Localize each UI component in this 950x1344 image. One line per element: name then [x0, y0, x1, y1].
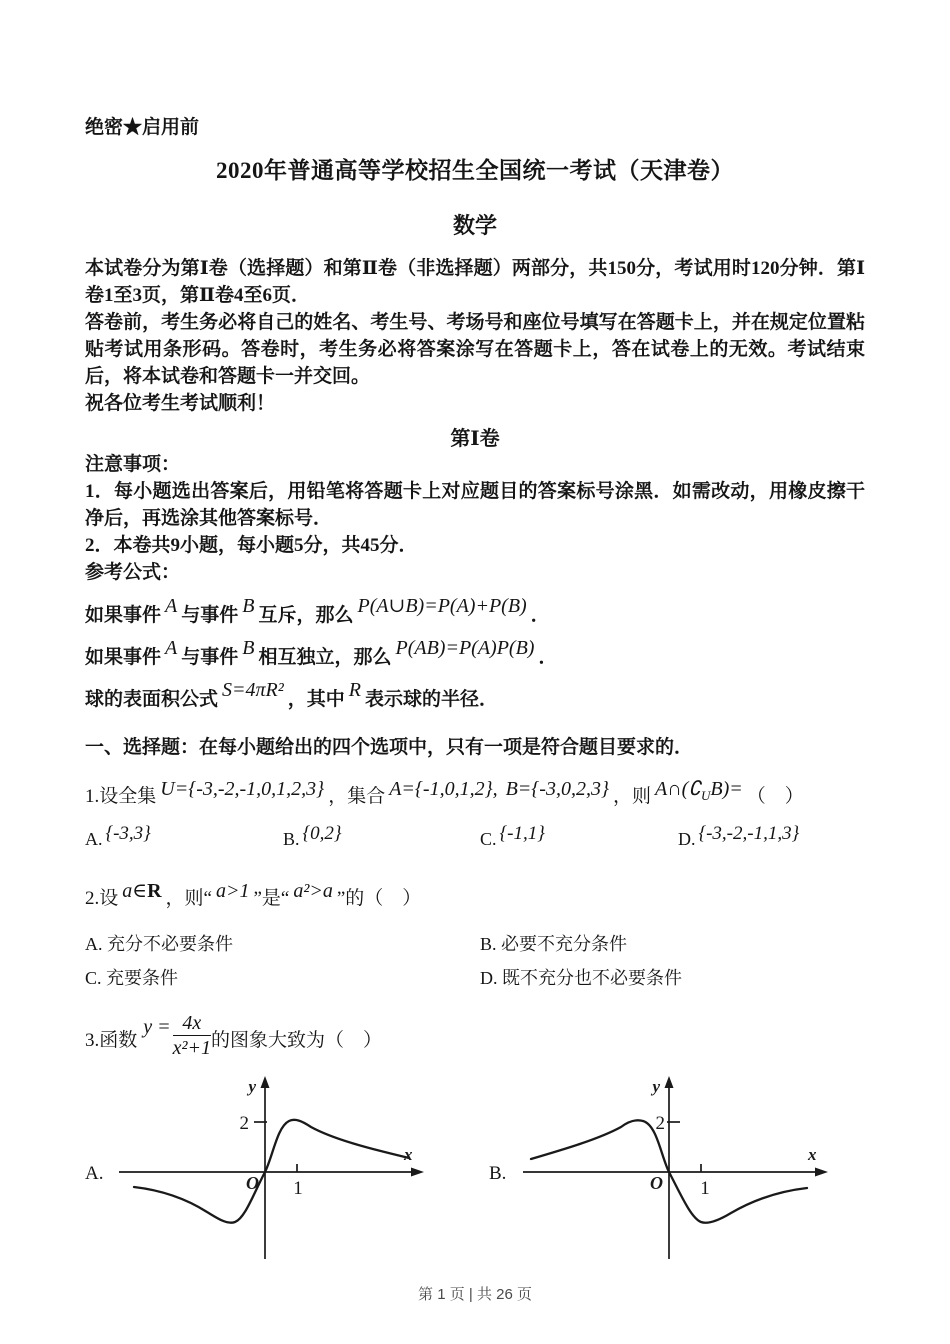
option-d-value: {-3,-2,-1,1,3} — [698, 823, 800, 844]
formula-sphere-area — [85, 670, 865, 712]
intro-block — [85, 255, 865, 417]
question-1-set-a: A={-1,0,1,2}, — [389, 778, 498, 800]
formula-title: 参考公式： — [85, 562, 181, 583]
x-axis-arrow — [815, 1168, 828, 1177]
choice-section-title: 一、选择题：在每小题给出的四个选项中，只有一项是符合题目要求的． — [85, 737, 694, 758]
question-2-options — [85, 930, 865, 990]
question-1-lead: 设全集 — [99, 786, 157, 807]
question-2-text2: ，则“ — [165, 888, 212, 909]
formula1-period: ． — [530, 605, 550, 626]
origin-label: O — [246, 1173, 259, 1193]
formula3-text3: 表示球的半径． — [364, 689, 498, 710]
question-1-options — [85, 823, 865, 851]
question-2-option-c — [85, 964, 480, 990]
question-1-text2: ，集合 — [328, 786, 386, 807]
graph-b-label: B. — [489, 1163, 507, 1184]
question-3-number: 3. — [85, 1030, 100, 1051]
y-tick-2: 2 — [239, 1113, 249, 1134]
page-footer: 第 1 页 | 共 26 页 — [418, 1286, 532, 1303]
question-2-lead: 设 — [99, 888, 119, 909]
question-2-cond1: a>1 — [215, 880, 250, 902]
formula-mutually-exclusive — [85, 586, 865, 628]
option-b-text: 必要不充分条件 — [501, 934, 628, 954]
question-1-expr-left: A∩(∁ — [654, 778, 702, 800]
question-1-option-c — [480, 823, 678, 851]
graph-option-b — [489, 1075, 829, 1263]
question-2 — [85, 875, 865, 910]
question-1-set-u: U={-3,-2,-1,0,1,2,3} — [160, 778, 325, 800]
fraction-denominator: x²+1 — [172, 1037, 212, 1059]
formula-independent — [85, 628, 865, 670]
formula2-period: ． — [538, 647, 558, 668]
y-axis-arrow — [665, 1076, 674, 1088]
question-3 — [85, 1008, 865, 1059]
formula3-text2: ，其中 — [287, 689, 345, 710]
formula2-var-b: B — [242, 637, 255, 659]
question-1-expr-right: B)= — [710, 778, 743, 800]
question-1-number: 1. — [85, 786, 100, 807]
classification-label: 绝密★启用前 — [85, 117, 200, 138]
formula2-var-a: A — [165, 637, 178, 659]
y-axis-label: y — [652, 1077, 660, 1096]
formula2-text3: 相互独立，那么 — [258, 647, 392, 668]
option-b-label: B. — [480, 934, 497, 954]
x-axis-arrow — [411, 1168, 424, 1177]
option-b-value: {0,2} — [302, 823, 342, 844]
question-1-set-b: B={-3,0,2,3} — [505, 778, 609, 800]
formula1-var-a: A — [165, 595, 178, 617]
question-1-expression — [654, 778, 743, 803]
formula3-equation: S=4πR² — [222, 679, 284, 701]
option-a-text: 充分不必要条件 — [107, 934, 233, 954]
option-d-label: D. — [678, 829, 696, 849]
question-1-complement-sub: U — [701, 788, 711, 803]
question-2-cond2: a²>a — [293, 880, 333, 902]
notice-item-2: 2．本卷共9小题，每小题5分，共45分． — [85, 535, 418, 556]
question-2-option-a — [85, 930, 480, 956]
question-2-option-d — [480, 964, 865, 990]
question-2-option-b — [480, 930, 865, 956]
formula1-text: 如果事件 — [85, 605, 162, 626]
option-a-value: {-3,3} — [105, 823, 151, 844]
question-1-option-b — [283, 823, 480, 851]
x-tick-1: 1 — [293, 1178, 303, 1199]
graph-a-label: A. — [85, 1163, 104, 1184]
volume-title: 第Ⅰ卷 — [450, 428, 500, 450]
question-1-option-d — [678, 823, 865, 851]
y-tick-2: 2 — [655, 1113, 665, 1134]
question-2-a-elem: a∈ — [122, 880, 148, 902]
question-2-text3: ”是“ — [253, 888, 290, 909]
intro-paragraph-1: 本试卷分为第Ⅰ卷（选择题）和第Ⅱ卷（非选择题）两部分，共150分，考试用时120分钟．第Ⅰ卷1至3页，第Ⅱ卷4至6页． — [85, 258, 865, 306]
y-axis-label: y — [248, 1077, 256, 1096]
exam-title: 2020年普通高等学校招生全国统一考试（天津卷） — [216, 158, 734, 183]
fraction-numerator: 4x — [173, 1012, 211, 1036]
option-d-text: 既不充分也不必要条件 — [502, 968, 682, 988]
intro-paragraph-3: 祝各位考生考试顺利！ — [85, 393, 276, 414]
notice-title: 注意事项： — [85, 454, 181, 475]
question-2-reals-symbol: R — [147, 880, 162, 902]
graph-option-a — [85, 1075, 425, 1263]
option-b-label: B. — [283, 829, 300, 849]
formula1-text3: 互斥，那么 — [258, 605, 354, 626]
option-c-label: C. — [85, 968, 102, 988]
option-a-label: A. — [85, 934, 103, 954]
formula2-text2: 与事件 — [181, 647, 239, 668]
formula2-text: 如果事件 — [85, 647, 162, 668]
origin-label: O — [650, 1173, 663, 1193]
y-axis-arrow — [261, 1076, 270, 1088]
question-3-fraction — [173, 1012, 211, 1059]
question-2-text4: ”的（ ） — [336, 888, 422, 909]
option-c-value: {-1,1} — [499, 823, 545, 844]
subject-title: 数学 — [452, 213, 497, 238]
question-1-text3: ，则 — [612, 786, 651, 807]
graph-b-plot — [519, 1075, 829, 1263]
notice-block — [85, 451, 865, 586]
question-3-graphs — [85, 1075, 865, 1263]
question-2-a-in-r — [122, 880, 161, 902]
graph-a-plot — [115, 1075, 425, 1263]
formula2-equation: P(AB)=P(A)P(B) — [395, 637, 535, 659]
formula3-var-r: R — [348, 679, 361, 701]
formula3-text: 球的表面积公式 — [85, 689, 219, 710]
formula1-equation: P(A∪B)=P(A)+P(B) — [357, 595, 527, 617]
x-tick-1: 1 — [700, 1178, 710, 1199]
question-1-answer-paren: （ ） — [746, 786, 804, 807]
question-1-option-a — [85, 823, 283, 851]
question-3-lead: 函数 — [99, 1030, 138, 1051]
option-c-text: 充要条件 — [106, 968, 179, 988]
formula1-var-b: B — [242, 595, 255, 617]
option-c-label: C. — [480, 829, 497, 849]
question-1 — [85, 771, 865, 811]
question-3-y-equals: y = — [143, 1016, 171, 1038]
intro-paragraph-2: 答卷前，考生务必将自己的姓名、考生号、考场号和座位号填写在答题卡上，并在规定位置粘贴考试用条形码。答卷时，考生务必将答案涂写在答题卡上，答在试卷上的无效。考试结束后，将本试卷和答题卡一并交回。 — [85, 312, 865, 387]
x-axis-label: x — [808, 1145, 817, 1164]
formula1-text2: 与事件 — [181, 605, 239, 626]
option-d-label: D. — [480, 968, 498, 988]
question-2-number: 2. — [85, 888, 100, 909]
question-3-tail: 的图象大致为（ ） — [211, 1030, 383, 1051]
option-a-label: A. — [85, 829, 103, 849]
notice-item-1: 1．每小题选出答案后，用铅笔将答题卡上对应题目的答案标号涂黑．如需改动，用橡皮擦干净后，再选涂其他答案标号． — [85, 481, 865, 529]
x-axis-label: x — [404, 1145, 413, 1164]
